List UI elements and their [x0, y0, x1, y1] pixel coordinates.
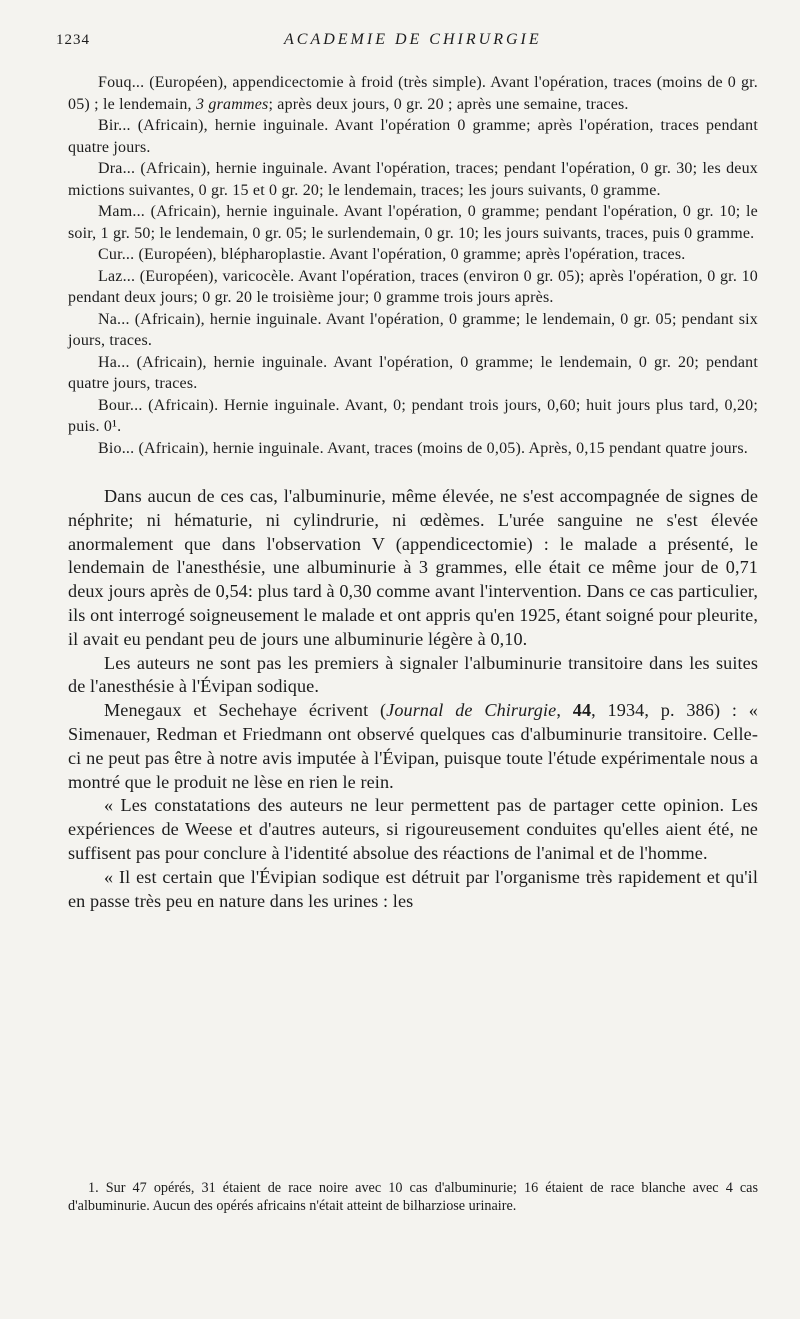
journal-volume: 44	[572, 700, 592, 721]
case-item	[68, 72, 758, 115]
case-item: Bir... (Africain), hernie inguinale. Avant l'opération 0 gramme; après l'opération, traces pendant quatre jours.	[68, 117, 758, 156]
case-item-tail: ; après deux jours, 0 gr. 20 ; après une semaine, traces.	[268, 95, 629, 113]
paragraph: « Les constatations des auteurs ne leur permettent pas de partager cette opinion. Les expériences de Weese et d'autres auteurs, si rigoureusement conduites qu'elles aient été, ne suffisent pas pour conclure à l'identité absolue des réactions de l'animal et de l'homme.	[68, 795, 758, 863]
case-item: Cur... (Européen), blépharoplastie. Avant l'opération, 0 gramme; après l'opération, traces.	[98, 246, 686, 263]
citation-lead: Menegaux et Sechehaye écrivent (	[104, 700, 387, 721]
page	[56, 24, 758, 913]
case-item-emphasis: 3 grammes	[195, 95, 269, 113]
page-header	[56, 24, 758, 58]
case-item: Na... (Africain), hernie inguinale. Avant l'opération, 0 gramme; le lendemain, 0 gr. 05; pendant six jours, traces.	[68, 310, 758, 349]
paragraph: Dans aucun de ces cas, l'albuminurie, même élevée, ne s'est accompagnée de signes de néphrite; ni hématurie, ni cylindrurie, ni œdèmes. L'urée sanguine ne s'est élevée anormalement que dans l'observation V (appendicectomie) : le malade a présenté, le lendemain de l'anesthésie, une albuminurie à 3 grammes, elle était ce même jour de 0,71 deux jours après de 0,54: plus tard à 0,30 comme avant l'intervention. Dans ce cas particulier, ils ont interrogé soigneusement le malade et ont appris qu'en 1925, étant soigné pour pleurite, il avait eu pendant peu de jours une albuminurie légère à 0,10.	[68, 486, 758, 649]
case-item-text: Fouq... (Européen), appendicectomie à froid (très simple). Avant l'opération, traces (moins de 0 gr. 05) ; le lendemain,	[68, 74, 758, 113]
footnote: 1. Sur 47 opérés, 31 étaient de race noire avec 10 cas d'albuminurie; 16 étaient de race blanche avec 4 cas d'albuminurie. Aucun des opérés africains n'était atteint de bilharziose urinaire.	[68, 1180, 758, 1214]
case-item: Dra... (Africain), hernie inguinale. Avant l'opération, traces; pendant l'opération, 0 gr. 30; les deux mictions suivantes, 0 gr. 15 et 0 gr. 20; le lendemain, traces; les jours suivants, 0 gramme.	[68, 160, 758, 199]
running-title: ACADEMIE DE CHIRURGIE	[284, 31, 542, 48]
paragraph: Les auteurs ne sont pas les premiers à signaler l'albuminurie transitoire dans les suites de l'anesthésie à l'Évipan sodique.	[68, 652, 758, 697]
journal-title: Journal de Chirurgie	[386, 700, 557, 721]
case-list	[68, 72, 758, 459]
case-item: Bour... (Africain). Hernie inguinale. Avant, 0; pendant trois jours, 0,60; huit jours plus tard, 0,20; puis. 0¹.	[68, 396, 758, 435]
citation-comma: ,	[556, 700, 573, 721]
case-item: Bio... (Africain), hernie inguinale. Avant, traces (moins de 0,05). Après, 0,15 pendant quatre jours.	[98, 439, 748, 457]
page-number: 1234	[56, 32, 90, 48]
case-item: Laz... (Européen), varicocèle. Avant l'opération, traces (environ 0 gr. 05); après l'opération, 0 gr. 10 pendant deux jours; 0 gr. 20 le troisième jour; 0 gramme trois jours après.	[68, 267, 758, 306]
citation-tail: , 1934, p. 386) : « Simenauer, Redman et Friedmann ont observé quelques cas d'albuminurie transitoire. Celle-ci ne peut pas être à notre avis imputée à l'Évipan, puisque toute l'étude expérimentale nous a montré que le produit ne lèse en rien le rein.	[68, 700, 758, 792]
body-text	[68, 485, 758, 913]
case-item: Ha... (Africain), hernie inguinale. Avant l'opération, 0 gramme; le lendemain, 0 gr. 20; pendant quatre jours, traces.	[68, 353, 758, 392]
paragraph: « Il est certain que l'Évipian sodique est détruit par l'organisme très rapidement et qu'il en passe très peu en nature dans les urines : les	[68, 866, 758, 911]
case-item: Mam... (Africain), hernie inguinale. Avant l'opération, 0 gramme; pendant l'opération, 0 gr. 10; le soir, 1 gr. 50; le lendemain, 0 gr. 05; le surlendemain, 0 gr. 10; les jours suivants, traces, puis 0 gramme.	[68, 203, 758, 242]
paragraph-citation	[68, 699, 758, 794]
